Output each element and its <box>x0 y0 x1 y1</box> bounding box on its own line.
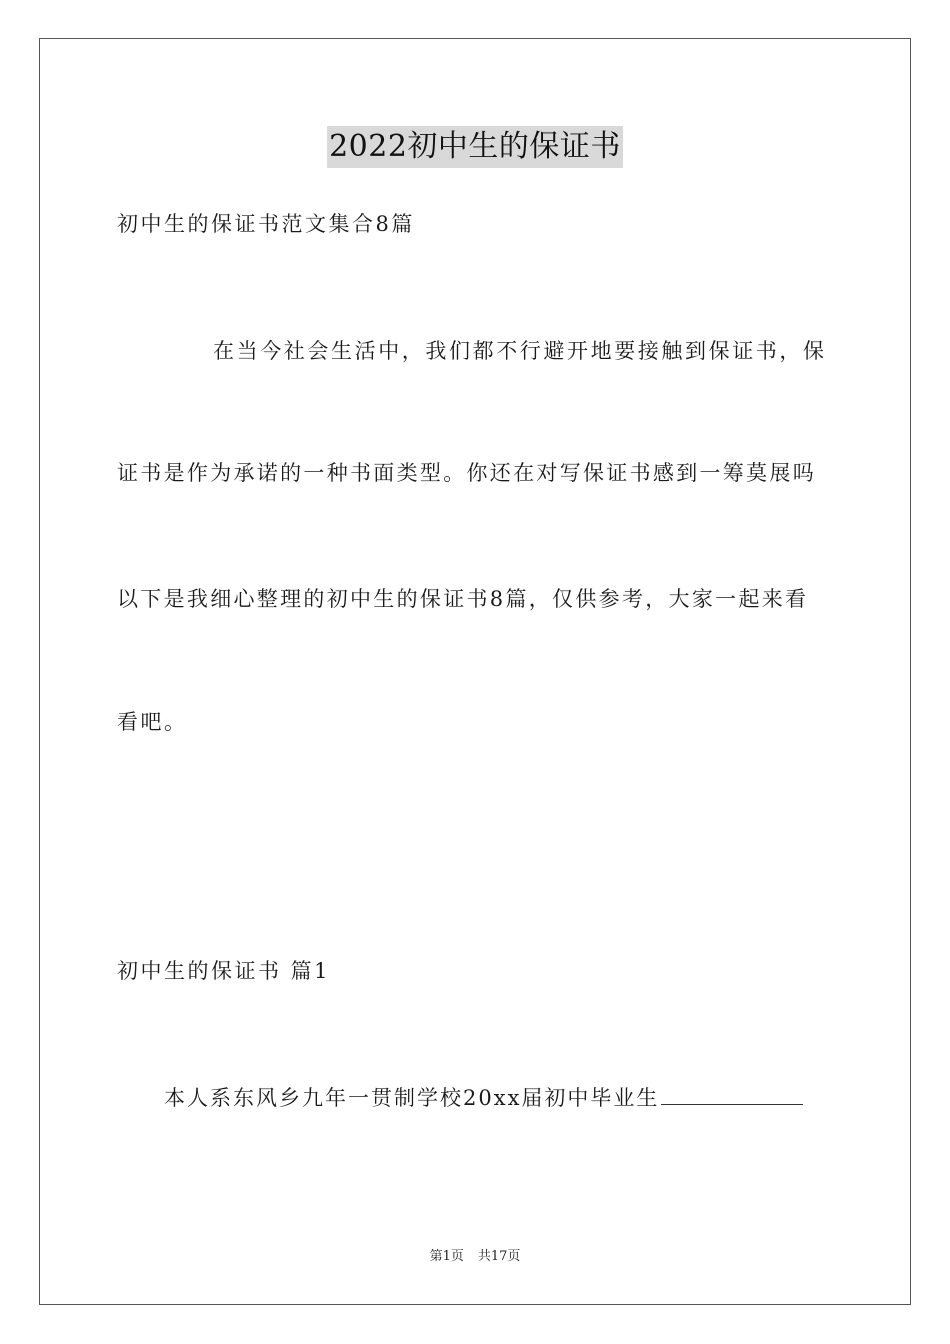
page-number: 第1页 <box>429 1249 464 1264</box>
document-title: 2022初中生的保证书 <box>327 126 623 168</box>
section-heading: 初中生的保证书 篇1 <box>117 959 331 983</box>
page-footer <box>0 1248 950 1266</box>
title-container <box>0 126 950 168</box>
fill-in-blank-line <box>661 1084 803 1105</box>
intro-line-2: 证书是作为承诺的一种书面类型。你还在对写保证书感到一筹莫展吗 <box>117 461 816 485</box>
intro-line-4: 看吧。 <box>117 710 188 734</box>
body-line-text: 本人系东风乡九年一贯制学校20xx届初中毕业生 <box>164 1086 660 1110</box>
document-subtitle: 初中生的保证书范文集合8篇 <box>117 212 415 236</box>
intro-line-1: 在当今社会生活中，我们都不行避开地要接触到保证书，保 <box>213 339 827 363</box>
intro-line-3: 以下是我细心整理的初中生的保证书8篇，仅供参考，大家一起来看 <box>117 587 809 611</box>
total-pages: 共17页 <box>477 1249 521 1264</box>
body-paragraph <box>164 1083 803 1113</box>
